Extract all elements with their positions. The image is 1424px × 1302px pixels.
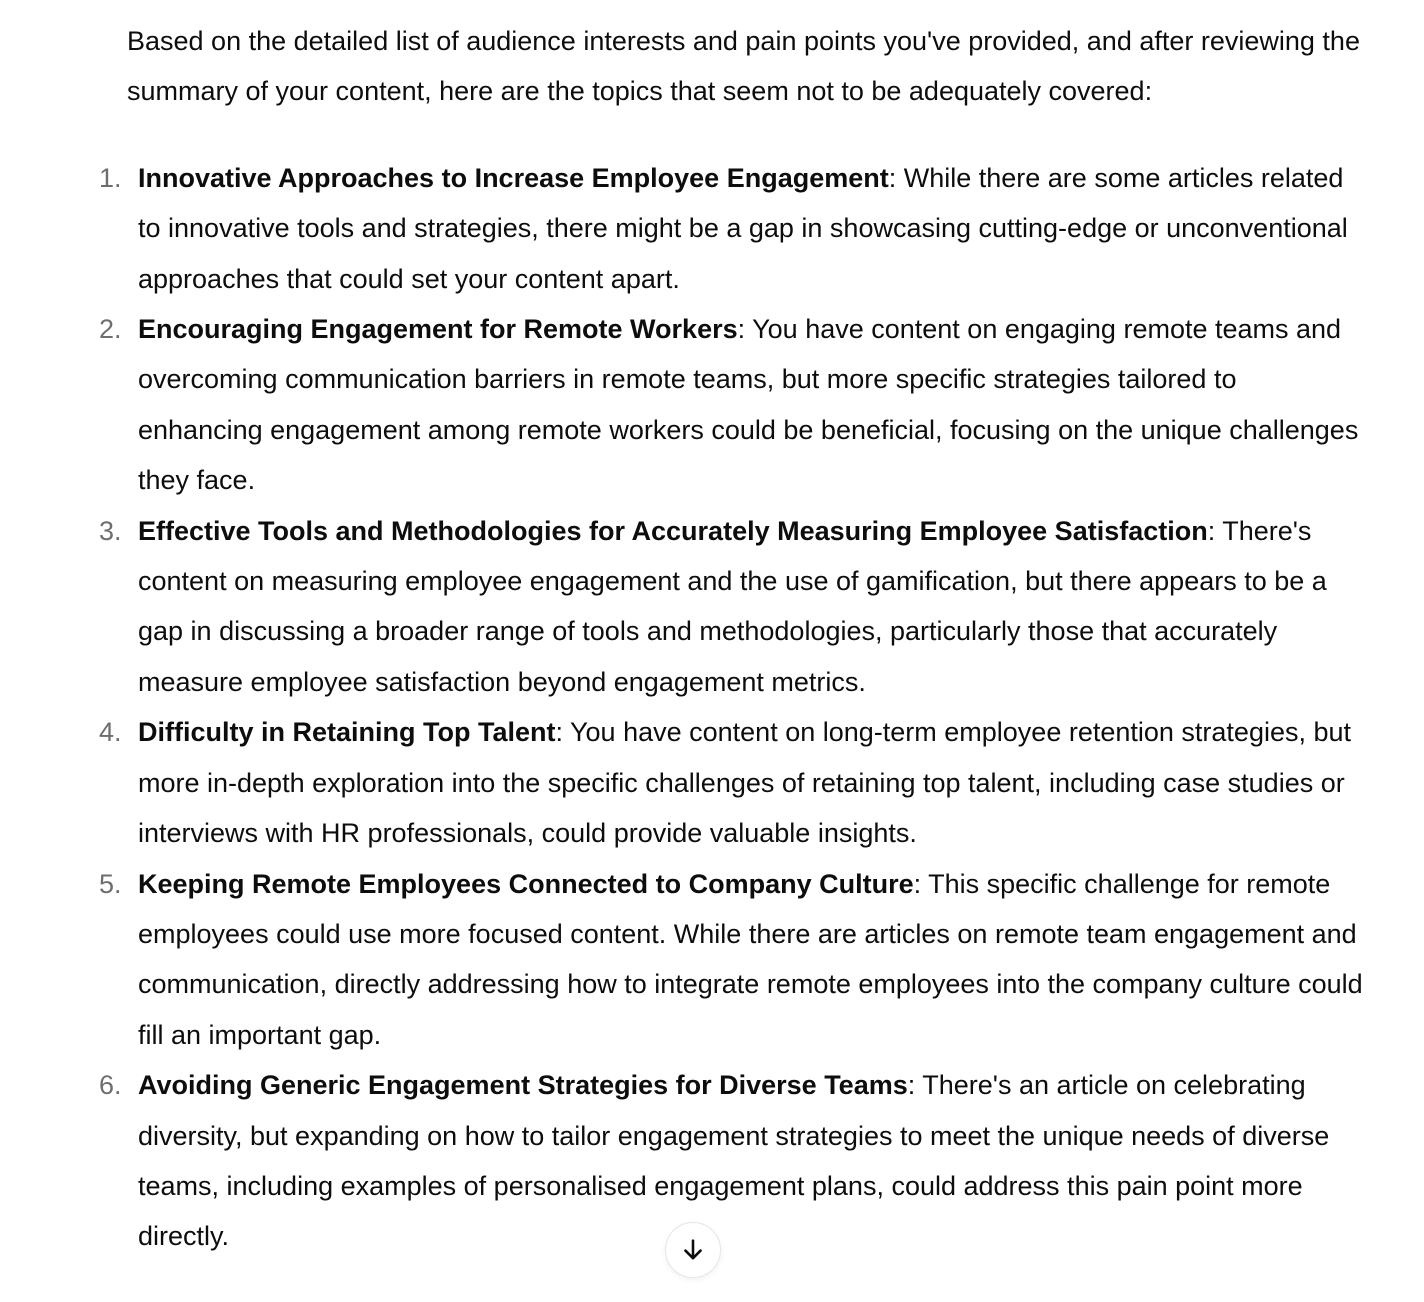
- list-item: [99, 859, 1367, 1061]
- arrow-down-icon: [679, 1236, 707, 1264]
- list-item: [99, 153, 1367, 304]
- list-number: 3.: [99, 515, 122, 546]
- list-number: 6.: [99, 1070, 122, 1101]
- list-item: [99, 304, 1367, 506]
- topics-list: [99, 153, 1367, 1262]
- topic-title: Difficulty in Retaining Top Talent: [138, 717, 556, 748]
- topic-title: Innovative Approaches to Increase Employee Engagement: [138, 162, 889, 193]
- list-number: 4.: [99, 717, 122, 748]
- topic-description: : There's an article on celebrating diversity, but expanding on how to tailor engagement strategies to meet the unique needs of diverse teams, including examples of personalised engagement plans, could address this pain point more directly.: [138, 1070, 1330, 1252]
- intro-paragraph: Based on the detailed list of audience interests and pain points you've provided, and after reviewing the summary of your content, here are the topics that seem not to be adequately covered:: [127, 26, 1360, 107]
- list-number: 1.: [99, 162, 122, 193]
- message-content: [99, 16, 1367, 1262]
- list-item: [99, 707, 1367, 858]
- topic-description: : There's content on measuring employee engagement and the use of gamification, but there appears to be a gap in discussing a broader range of tools and methodologies, particularly those that accurately measure employee satisfaction beyond engagement metrics.: [138, 515, 1327, 697]
- list-item: [99, 506, 1367, 708]
- list-item: [99, 1060, 1367, 1262]
- topic-description: : You have content on long-term employee retention strategies, but more in-depth exploration into the specific challenges of retaining top talent, including case studies or interviews with HR professionals, could provide valuable insights.: [138, 717, 1352, 849]
- topic-title: Encouraging Engagement for Remote Workers: [138, 314, 738, 345]
- topic-description: : This specific challenge for remote employees could use more focused content. While there are articles on remote team engagement and communication, directly addressing how to integrate remote employees into the company culture could fill an important gap.: [138, 868, 1363, 1050]
- topic-description: : While there are some articles related to innovative tools and strategies, there might be a gap in showcasing cutting-edge or unconventional approaches that could set your content apart.: [138, 162, 1348, 294]
- list-number: 2.: [99, 314, 122, 345]
- topic-title: Keeping Remote Employees Connected to Company Culture: [138, 868, 914, 899]
- topic-title: Avoiding Generic Engagement Strategies for Diverse Teams: [138, 1070, 908, 1101]
- scroll-to-bottom-button[interactable]: [665, 1222, 721, 1278]
- topic-description: : You have content on engaging remote teams and overcoming communication barriers in remote teams, but more specific strategies tailored to enhancing engagement among remote workers could be beneficial, focusing on the unique challenges they face.: [138, 314, 1359, 496]
- topic-title: Effective Tools and Methodologies for Accurately Measuring Employee Satisfaction: [138, 515, 1208, 546]
- list-number: 5.: [99, 868, 122, 899]
